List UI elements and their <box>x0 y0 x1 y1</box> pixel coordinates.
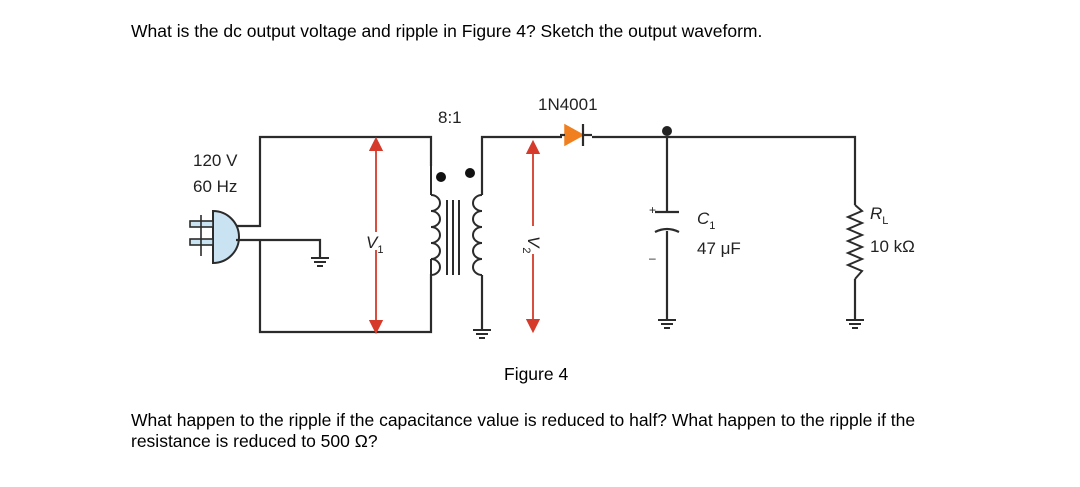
capacitor-value-label: 47 μF <box>697 239 741 258</box>
load-value-label: 10 kΩ <box>870 237 915 256</box>
capacitor-ground-icon <box>658 320 676 328</box>
svg-text:V2: $V_2$ <box>520 236 543 254</box>
load-ground-icon <box>846 320 864 328</box>
junction-dot-icon <box>662 126 672 136</box>
v1-label: $V_1$ <box>366 233 384 256</box>
ac-plug-icon <box>190 211 320 263</box>
load-resistor-icon <box>848 205 862 279</box>
secondary-ground-icon <box>473 330 491 338</box>
capacitor-plus-sign: + <box>649 203 657 217</box>
turns-ratio-label: 8:1 <box>438 108 462 127</box>
primary-polarity-dot-icon <box>436 172 446 182</box>
load-name-label: $R_L$ <box>870 204 889 227</box>
diode-icon <box>560 124 592 146</box>
diode-label: 1N4001 <box>538 95 598 114</box>
figure-caption: Figure 4 <box>504 364 569 384</box>
secondary-wire <box>482 137 855 330</box>
capacitor-icon <box>655 212 679 232</box>
transformer-icon <box>431 166 482 275</box>
v2-label <box>520 236 543 253</box>
question-2: What happen to the ripple if the capacitance value is reduced to half? What happen to the ripple if the resistance is reduced to 500 Ω? <box>131 410 916 451</box>
source-frequency-label: 60 Hz <box>193 177 238 196</box>
capacitor-name-label: $C_1$ <box>697 209 716 232</box>
capacitor-minus-sign: – <box>649 251 656 265</box>
source-voltage-label: 120 V <box>193 151 238 170</box>
secondary-polarity-dot-icon <box>465 168 475 178</box>
primary-ground-icon <box>311 258 329 266</box>
question-1: What is the dc output voltage and ripple in Figure 4? Sketch the output waveform. <box>131 21 763 41</box>
primary-loop-wire <box>260 137 431 332</box>
